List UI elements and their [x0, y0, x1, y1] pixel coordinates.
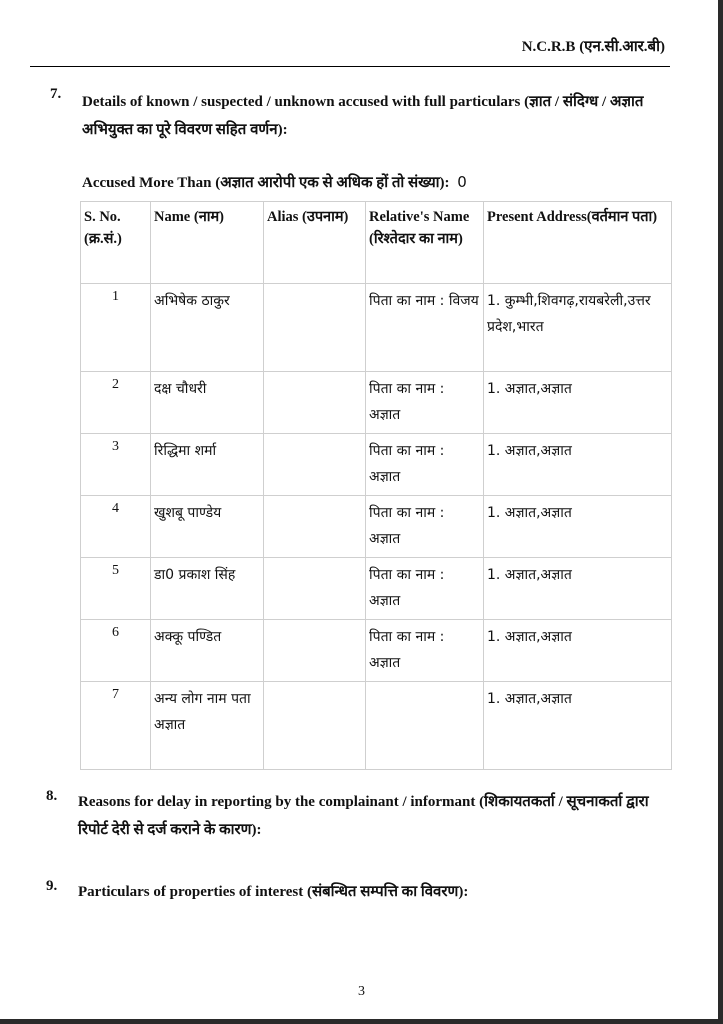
page-header-org: N.C.R.B (एन.सी.आर.बी): [521, 39, 665, 55]
header-divider: [30, 66, 670, 67]
table-row: [81, 434, 672, 496]
cell-address: 1. अज्ञात,अज्ञात: [484, 434, 672, 496]
cell-sno: 5: [81, 558, 151, 620]
table-row: [81, 284, 672, 372]
col-header-address: Present Address(वर्तमान पता): [484, 202, 672, 284]
cell-relative: पिता का नाम : अज्ञात: [366, 620, 484, 682]
table-row: [81, 558, 672, 620]
cell-sno: 6: [81, 620, 151, 682]
cell-address: 1. कुम्भी,शिवगढ़,रायबरेली,उत्तर प्रदेश,भारत: [484, 284, 672, 372]
cell-relative: पिता का नाम : अज्ञात: [366, 434, 484, 496]
section-8-title: Reasons for delay in reporting by the complainant / informant (शिकायतकर्ता / सूचनाकर्ता द्वारा रिपोर्ट देरी से दर्ज कराने के कारण):: [78, 794, 649, 838]
section-9-number: 9.: [46, 878, 58, 894]
cell-name: दक्ष चौधरी: [151, 372, 264, 434]
col-header-sno: S. No. (क्र.सं.): [81, 202, 151, 284]
section-9-title: Particulars of properties of interest (संबन्धित सम्पत्ति का विवरण):: [78, 884, 469, 900]
cell-address: 1. अज्ञात,अज्ञात: [484, 372, 672, 434]
col-header-relative: Relative's Name (रिश्तेदार का नाम): [366, 202, 484, 284]
section-7-number: 7.: [50, 86, 62, 102]
page-edge-bottom: [0, 1019, 723, 1024]
cell-name: अन्य लोग नाम पता अज्ञात: [151, 682, 264, 770]
cell-relative: पिता का नाम : अज्ञात: [366, 558, 484, 620]
accused-table: [80, 201, 672, 770]
cell-alias: [264, 496, 366, 558]
cell-alias: [264, 434, 366, 496]
cell-relative: पिता का नाम : विजय: [366, 284, 484, 372]
cell-alias: [264, 620, 366, 682]
cell-name: अभिषेक ठाकुर: [151, 284, 264, 372]
accused-more-label: Accused More Than (अज्ञात आरोपी एक से अधिक हों तो संख्या):: [82, 175, 450, 191]
cell-alias: [264, 682, 366, 770]
cell-relative: पिता का नाम : अज्ञात: [366, 496, 484, 558]
accused-table-header-row: [81, 202, 672, 284]
cell-sno: 3: [81, 434, 151, 496]
cell-alias: [264, 284, 366, 372]
cell-name: रिद्धिमा शर्मा: [151, 434, 264, 496]
page-edge-right: [718, 0, 723, 1024]
col-header-name: Name (नाम): [151, 202, 264, 284]
cell-relative: पिता का नाम : अज्ञात: [366, 372, 484, 434]
section-8-number: 8.: [46, 788, 58, 804]
section-7-title: Details of known / suspected / unknown accused with full particulars (ज्ञात / संदिग्ध / अज्ञात अभियुक्त का पूरे विवरण सहित वर्णन):: [82, 94, 644, 138]
cell-relative: [366, 682, 484, 770]
cell-address: 1. अज्ञात,अज्ञात: [484, 558, 672, 620]
cell-sno: 7: [81, 682, 151, 770]
cell-name: डा0 प्रकाश सिंह: [151, 558, 264, 620]
table-row: [81, 620, 672, 682]
cell-sno: 4: [81, 496, 151, 558]
cell-name: खुशबू पाण्डेय: [151, 496, 264, 558]
cell-alias: [264, 372, 366, 434]
cell-address: 1. अज्ञात,अज्ञात: [484, 620, 672, 682]
table-row: [81, 372, 672, 434]
cell-address: 1. अज्ञात,अज्ञात: [484, 496, 672, 558]
cell-name: अक्कू पण्डित: [151, 620, 264, 682]
cell-sno: 2: [81, 372, 151, 434]
col-header-alias: Alias (उपनाम): [264, 202, 366, 284]
table-row: [81, 496, 672, 558]
cell-alias: [264, 558, 366, 620]
accused-more-than: [82, 172, 467, 192]
cell-sno: 1: [81, 284, 151, 372]
cell-address: 1. अज्ञात,अज्ञात: [484, 682, 672, 770]
accused-more-value: 0: [457, 173, 467, 191]
table-row: [81, 682, 672, 770]
page-number: 3: [358, 984, 365, 999]
